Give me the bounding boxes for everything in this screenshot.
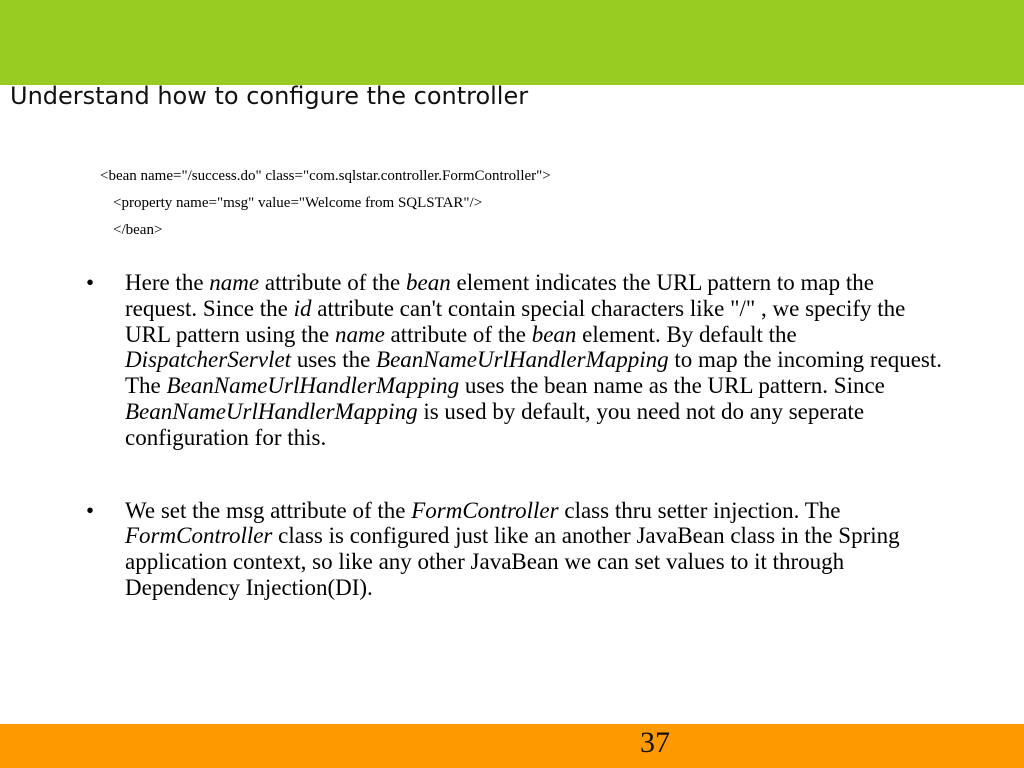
emphasis: name	[334, 321, 385, 347]
emphasis: BeanNameUrlHandlerMapping	[376, 347, 669, 373]
text-segment: class thru setter injection. The	[558, 497, 841, 523]
emphasis: DispatcherServlet	[125, 347, 292, 373]
bullet-item	[86, 270, 946, 451]
text-segment: uses the	[291, 347, 377, 373]
text-segment: to map the incoming request. The	[125, 347, 943, 399]
text-segment: attribute of the	[384, 321, 532, 347]
emphasis: FormController	[411, 497, 559, 523]
slide-title: Understand how to configure the controller	[10, 82, 529, 110]
page-number: 37	[640, 726, 670, 759]
text-segment: is used by default, you need not do any seperate configuration for this.	[125, 398, 865, 450]
emphasis: FormController	[125, 523, 273, 549]
bullet-text	[125, 270, 946, 451]
bullet-list	[86, 270, 946, 601]
text-segment: attribute of the	[259, 270, 407, 295]
text-segment: We set the msg attribute of the	[125, 497, 412, 523]
code-line-bean-open: <bean name="/success.do" class="com.sqlstar.controller.FormController">	[100, 168, 551, 184]
bullet-marker: •	[86, 497, 95, 523]
code-line-bean-close: </bean>	[113, 222, 163, 238]
emphasis: name	[209, 270, 260, 295]
emphasis: BeanNameUrlHandlerMapping	[166, 373, 460, 399]
text-segment: Here the	[125, 270, 210, 295]
text-segment: attribute can't contain special characters like "/" , we specify the URL pattern using the	[125, 295, 906, 347]
text-segment: uses the bean name as the URL pattern. Since	[459, 373, 885, 399]
emphasis: bean	[406, 270, 451, 295]
emphasis: bean	[531, 321, 577, 347]
emphasis: BeanNameUrlHandlerMapping	[125, 398, 418, 424]
header-bar	[0, 0, 1024, 85]
code-line-property: <property name="msg" value="Welcome from SQLSTAR"/>	[113, 195, 483, 211]
text-segment: element. By default the	[576, 321, 797, 347]
emphasis: id	[293, 295, 312, 321]
code-block	[100, 163, 551, 244]
text-segment: class is configured just like an another JavaBean class in the Spring application context, so like any other JavaBean we can set values to it through Dependency Injection(DI).	[125, 523, 900, 600]
bullet-marker: •	[86, 270, 95, 295]
bullet-text	[125, 498, 946, 601]
bullet-item	[86, 498, 946, 601]
footer-bar	[0, 724, 1024, 768]
text-segment: element indicates the URL pattern to map the request. Since the	[125, 270, 874, 321]
